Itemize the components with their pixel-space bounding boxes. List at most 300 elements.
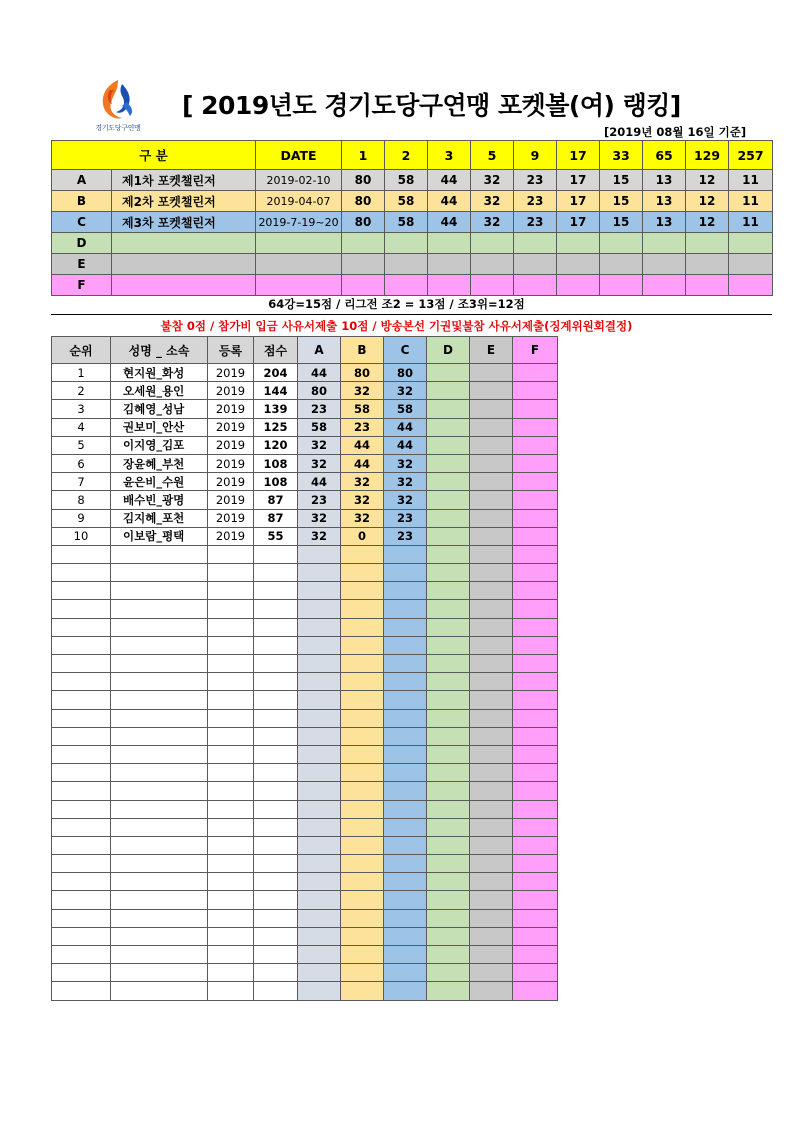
- total-score: 139: [254, 400, 298, 418]
- total-score: [254, 673, 298, 691]
- event-c-score: [384, 800, 427, 818]
- event-a-score: [298, 691, 341, 709]
- event-b-score: [341, 545, 384, 563]
- event-f-score: [513, 673, 558, 691]
- table-row: [52, 364, 558, 382]
- event-d-score: [427, 491, 470, 509]
- event-b-score: [341, 982, 384, 1000]
- event-c-score: [384, 891, 427, 909]
- registered-year: [208, 673, 254, 691]
- event-f-score: [513, 655, 558, 673]
- header-event-c: C: [384, 337, 427, 364]
- event-a-score: 23: [298, 491, 341, 509]
- event-c-score: [384, 964, 427, 982]
- event-e-score: [470, 418, 513, 436]
- rank-cell: [52, 818, 111, 836]
- player-name: [111, 946, 208, 964]
- event-a-score: [298, 964, 341, 982]
- event-f-score: [513, 818, 558, 836]
- table-row: [52, 964, 558, 982]
- event-e-score: [470, 873, 513, 891]
- event-b-score: 44: [341, 436, 384, 454]
- event-points: [686, 254, 729, 275]
- registered-year: [208, 564, 254, 582]
- registered-year: [208, 836, 254, 854]
- event-points: [686, 233, 729, 254]
- table-row: [52, 782, 558, 800]
- event-f-score: [513, 473, 558, 491]
- event-points: 32: [471, 170, 514, 191]
- event-a-score: [298, 891, 341, 909]
- event-points: [428, 275, 471, 296]
- table-row: [52, 527, 558, 545]
- registered-year: [208, 709, 254, 727]
- player-name: [111, 564, 208, 582]
- header-registered: 등록: [208, 337, 254, 364]
- rank-cell: [52, 873, 111, 891]
- player-name: 이지영_김포: [111, 436, 208, 454]
- event-points: 13: [643, 170, 686, 191]
- table-row: [52, 636, 558, 654]
- event-b-score: [341, 836, 384, 854]
- event-header-rank: 9: [514, 141, 557, 170]
- points-note: 64강=15점 / 리그전 조2 = 13점 / 조3위=12점: [268, 297, 525, 311]
- event-a-score: [298, 709, 341, 727]
- event-c-score: 58: [384, 400, 427, 418]
- player-name: [111, 655, 208, 673]
- event-code: C: [52, 212, 112, 233]
- event-c-score: 23: [384, 527, 427, 545]
- event-d-score: [427, 927, 470, 945]
- event-a-score: 44: [298, 473, 341, 491]
- registered-year: [208, 691, 254, 709]
- event-row: [52, 212, 773, 233]
- event-name: [112, 254, 256, 275]
- registered-year: [208, 600, 254, 618]
- table-row: [52, 909, 558, 927]
- table-row: [52, 454, 558, 472]
- event-d-score: [427, 727, 470, 745]
- event-f-score: [513, 927, 558, 945]
- event-d-score: [427, 691, 470, 709]
- event-a-score: [298, 545, 341, 563]
- registered-year: [208, 946, 254, 964]
- player-name: [111, 818, 208, 836]
- event-points: 44: [428, 170, 471, 191]
- event-c-score: [384, 873, 427, 891]
- event-b-score: [341, 800, 384, 818]
- event-a-score: 32: [298, 454, 341, 472]
- event-row: [52, 275, 773, 296]
- registered-year: [208, 764, 254, 782]
- event-points: 12: [686, 212, 729, 233]
- event-b-score: 80: [341, 364, 384, 382]
- table-row: [52, 982, 558, 1000]
- event-a-score: [298, 982, 341, 1000]
- event-points: [643, 254, 686, 275]
- event-date: [256, 275, 342, 296]
- event-points: [471, 254, 514, 275]
- event-points: [557, 233, 600, 254]
- event-b-score: [341, 764, 384, 782]
- event-header-date: DATE: [256, 141, 342, 170]
- event-f-score: [513, 436, 558, 454]
- table-row: [52, 946, 558, 964]
- event-f-score: [513, 745, 558, 763]
- event-points: [385, 233, 428, 254]
- ranking-table: [51, 336, 558, 1001]
- rank-cell: [52, 600, 111, 618]
- event-e-score: [470, 764, 513, 782]
- event-e-score: [470, 364, 513, 382]
- total-score: [254, 764, 298, 782]
- event-c-score: [384, 764, 427, 782]
- event-f-score: [513, 709, 558, 727]
- event-points: [729, 254, 773, 275]
- event-b-score: [341, 891, 384, 909]
- event-a-score: [298, 873, 341, 891]
- event-c-score: 32: [384, 382, 427, 400]
- total-score: [254, 564, 298, 582]
- event-d-score: [427, 909, 470, 927]
- event-b-score: [341, 727, 384, 745]
- registered-year: [208, 545, 254, 563]
- player-name: [111, 691, 208, 709]
- table-row: [52, 600, 558, 618]
- event-e-score: [470, 527, 513, 545]
- total-score: 87: [254, 509, 298, 527]
- total-score: [254, 927, 298, 945]
- event-a-score: [298, 618, 341, 636]
- rank-cell: [52, 655, 111, 673]
- table-row: [52, 509, 558, 527]
- event-points: 13: [643, 212, 686, 233]
- event-b-score: [341, 618, 384, 636]
- event-f-score: [513, 491, 558, 509]
- event-points: 17: [557, 191, 600, 212]
- rank-cell: 3: [52, 400, 111, 418]
- total-score: [254, 691, 298, 709]
- event-points: 15: [600, 191, 643, 212]
- registered-year: [208, 818, 254, 836]
- event-b-score: [341, 946, 384, 964]
- event-a-score: [298, 582, 341, 600]
- registered-year: [208, 964, 254, 982]
- event-e-score: [470, 891, 513, 909]
- event-c-score: [384, 818, 427, 836]
- header-event-f: F: [513, 337, 558, 364]
- rank-cell: [52, 964, 111, 982]
- event-c-score: [384, 691, 427, 709]
- registered-year: [208, 727, 254, 745]
- event-e-score: [470, 618, 513, 636]
- event-points: [514, 275, 557, 296]
- event-e-score: [470, 436, 513, 454]
- event-c-score: [384, 982, 427, 1000]
- event-e-score: [470, 782, 513, 800]
- player-name: [111, 709, 208, 727]
- event-d-score: [427, 436, 470, 454]
- rank-cell: [52, 727, 111, 745]
- event-points: 58: [385, 170, 428, 191]
- player-name: [111, 836, 208, 854]
- event-f-score: [513, 564, 558, 582]
- event-f-score: [513, 836, 558, 854]
- event-b-score: [341, 673, 384, 691]
- event-points: [643, 233, 686, 254]
- event-d-score: [427, 473, 470, 491]
- rank-cell: 10: [52, 527, 111, 545]
- rank-cell: [52, 836, 111, 854]
- event-points: 23: [514, 170, 557, 191]
- event-e-score: [470, 382, 513, 400]
- event-f-score: [513, 727, 558, 745]
- event-c-score: [384, 545, 427, 563]
- event-e-score: [470, 836, 513, 854]
- event-c-score: [384, 782, 427, 800]
- table-row: [52, 818, 558, 836]
- event-f-score: [513, 800, 558, 818]
- event-points: 23: [514, 191, 557, 212]
- total-score: [254, 745, 298, 763]
- event-code: D: [52, 233, 112, 254]
- event-c-score: 80: [384, 364, 427, 382]
- event-f-score: [513, 946, 558, 964]
- total-score: [254, 709, 298, 727]
- player-name: [111, 727, 208, 745]
- event-header-category: 구 분: [52, 141, 256, 170]
- registered-year: [208, 636, 254, 654]
- registered-year: 2019: [208, 527, 254, 545]
- table-row: [52, 764, 558, 782]
- event-a-score: [298, 745, 341, 763]
- table-row: [52, 836, 558, 854]
- event-points: 80: [342, 170, 385, 191]
- event-points: 58: [385, 212, 428, 233]
- event-d-score: [427, 564, 470, 582]
- event-points: 32: [471, 191, 514, 212]
- header-rank: 순위: [52, 337, 111, 364]
- event-a-score: [298, 946, 341, 964]
- event-c-score: 32: [384, 473, 427, 491]
- rank-cell: [52, 709, 111, 727]
- total-score: [254, 982, 298, 1000]
- event-f-score: [513, 982, 558, 1000]
- event-e-score: [470, 855, 513, 873]
- event-points: [686, 275, 729, 296]
- player-name: [111, 855, 208, 873]
- rank-cell: [52, 800, 111, 818]
- event-a-score: [298, 927, 341, 945]
- player-name: 오세원_용인: [111, 382, 208, 400]
- rank-cell: 7: [52, 473, 111, 491]
- table-row: [52, 473, 558, 491]
- rank-cell: [52, 636, 111, 654]
- event-d-score: [427, 745, 470, 763]
- event-f-score: [513, 691, 558, 709]
- table-row: [52, 709, 558, 727]
- player-name: 장윤혜_부천: [111, 454, 208, 472]
- event-b-score: [341, 636, 384, 654]
- event-f-score: [513, 782, 558, 800]
- logo-label: 경기도당구연맹: [95, 124, 141, 132]
- event-a-score: [298, 909, 341, 927]
- event-d-score: [427, 600, 470, 618]
- event-a-score: [298, 564, 341, 582]
- event-e-score: [470, 673, 513, 691]
- event-b-score: 44: [341, 454, 384, 472]
- event-d-score: [427, 545, 470, 563]
- registered-year: 2019: [208, 454, 254, 472]
- as-of-date: [2019년 08월 16일 기준]: [604, 125, 747, 139]
- header-event-e: E: [470, 337, 513, 364]
- event-f-score: [513, 527, 558, 545]
- rank-cell: 1: [52, 364, 111, 382]
- event-points: [600, 275, 643, 296]
- event-b-score: [341, 745, 384, 763]
- event-points: [342, 254, 385, 275]
- total-score: [254, 818, 298, 836]
- event-c-score: [384, 855, 427, 873]
- event-c-score: 23: [384, 509, 427, 527]
- total-score: [254, 946, 298, 964]
- rank-cell: 6: [52, 454, 111, 472]
- event-c-score: [384, 636, 427, 654]
- event-b-score: [341, 600, 384, 618]
- rank-cell: [52, 564, 111, 582]
- total-score: [254, 655, 298, 673]
- total-score: [254, 964, 298, 982]
- table-row: [52, 491, 558, 509]
- event-points: 11: [729, 191, 773, 212]
- event-header-rank: 1: [342, 141, 385, 170]
- rank-cell: [52, 764, 111, 782]
- event-b-score: [341, 873, 384, 891]
- event-row: [52, 191, 773, 212]
- event-code: E: [52, 254, 112, 275]
- table-row: [52, 727, 558, 745]
- event-c-score: [384, 946, 427, 964]
- event-f-score: [513, 545, 558, 563]
- rank-cell: [52, 782, 111, 800]
- event-b-score: 32: [341, 473, 384, 491]
- event-d-score: [427, 618, 470, 636]
- player-name: [111, 891, 208, 909]
- event-f-score: [513, 509, 558, 527]
- table-row: [52, 691, 558, 709]
- event-points: 17: [557, 170, 600, 191]
- table-row: [52, 545, 558, 563]
- event-b-score: [341, 782, 384, 800]
- rank-cell: [52, 545, 111, 563]
- event-a-score: 32: [298, 527, 341, 545]
- event-points: 58: [385, 191, 428, 212]
- event-a-score: 23: [298, 400, 341, 418]
- player-name: 현지원_화성: [111, 364, 208, 382]
- total-score: [254, 545, 298, 563]
- event-points: [428, 233, 471, 254]
- player-name: [111, 764, 208, 782]
- event-f-score: [513, 454, 558, 472]
- table-row: [52, 618, 558, 636]
- total-score: [254, 618, 298, 636]
- event-f-score: [513, 964, 558, 982]
- page-title: [ 2019년도 경기도당구연맹 포켓볼(여) 랭킹]: [182, 91, 681, 120]
- event-f-score: [513, 400, 558, 418]
- total-score: 120: [254, 436, 298, 454]
- event-row: [52, 254, 773, 275]
- registered-year: [208, 655, 254, 673]
- event-c-score: 32: [384, 454, 427, 472]
- event-e-score: [470, 454, 513, 472]
- federation-logo: [82, 76, 154, 138]
- header-event-d: D: [427, 337, 470, 364]
- event-points: 44: [428, 191, 471, 212]
- event-points: [514, 254, 557, 275]
- event-a-score: 58: [298, 418, 341, 436]
- event-d-score: [427, 709, 470, 727]
- table-row: [52, 873, 558, 891]
- event-header-rank: 17: [557, 141, 600, 170]
- event-d-score: [427, 836, 470, 854]
- event-code: B: [52, 191, 112, 212]
- event-c-score: 44: [384, 436, 427, 454]
- player-name: [111, 673, 208, 691]
- event-points: [428, 254, 471, 275]
- event-b-score: [341, 855, 384, 873]
- event-e-score: [470, 745, 513, 763]
- event-c-score: [384, 582, 427, 600]
- event-b-score: 58: [341, 400, 384, 418]
- total-score: [254, 836, 298, 854]
- event-e-score: [470, 564, 513, 582]
- total-score: 87: [254, 491, 298, 509]
- rank-cell: [52, 673, 111, 691]
- event-points: [342, 233, 385, 254]
- event-b-score: [341, 691, 384, 709]
- player-name: [111, 782, 208, 800]
- event-c-score: 32: [384, 491, 427, 509]
- rank-cell: [52, 927, 111, 945]
- event-a-score: [298, 727, 341, 745]
- event-e-score: [470, 982, 513, 1000]
- event-points-table: [51, 140, 773, 296]
- rank-cell: [52, 891, 111, 909]
- rank-cell: [52, 691, 111, 709]
- event-c-score: [384, 673, 427, 691]
- table-row: [52, 891, 558, 909]
- event-b-score: 32: [341, 509, 384, 527]
- event-d-score: [427, 855, 470, 873]
- rank-cell: [52, 946, 111, 964]
- event-e-score: [470, 473, 513, 491]
- event-e-score: [470, 400, 513, 418]
- event-a-score: [298, 673, 341, 691]
- player-name: 김지혜_포천: [111, 509, 208, 527]
- total-score: 108: [254, 473, 298, 491]
- event-d-score: [427, 454, 470, 472]
- player-name: [111, 745, 208, 763]
- event-d-score: [427, 873, 470, 891]
- registered-year: [208, 927, 254, 945]
- event-a-score: [298, 636, 341, 654]
- player-name: 김혜영_성남: [111, 400, 208, 418]
- penalty-note: 불참 0점 / 참가비 입금 사유서제출 10점 / 방송본선 기권및불참 사유서제출(징계위원회결정): [160, 319, 633, 333]
- event-f-score: [513, 582, 558, 600]
- event-f-score: [513, 600, 558, 618]
- event-points: 15: [600, 170, 643, 191]
- registered-year: [208, 745, 254, 763]
